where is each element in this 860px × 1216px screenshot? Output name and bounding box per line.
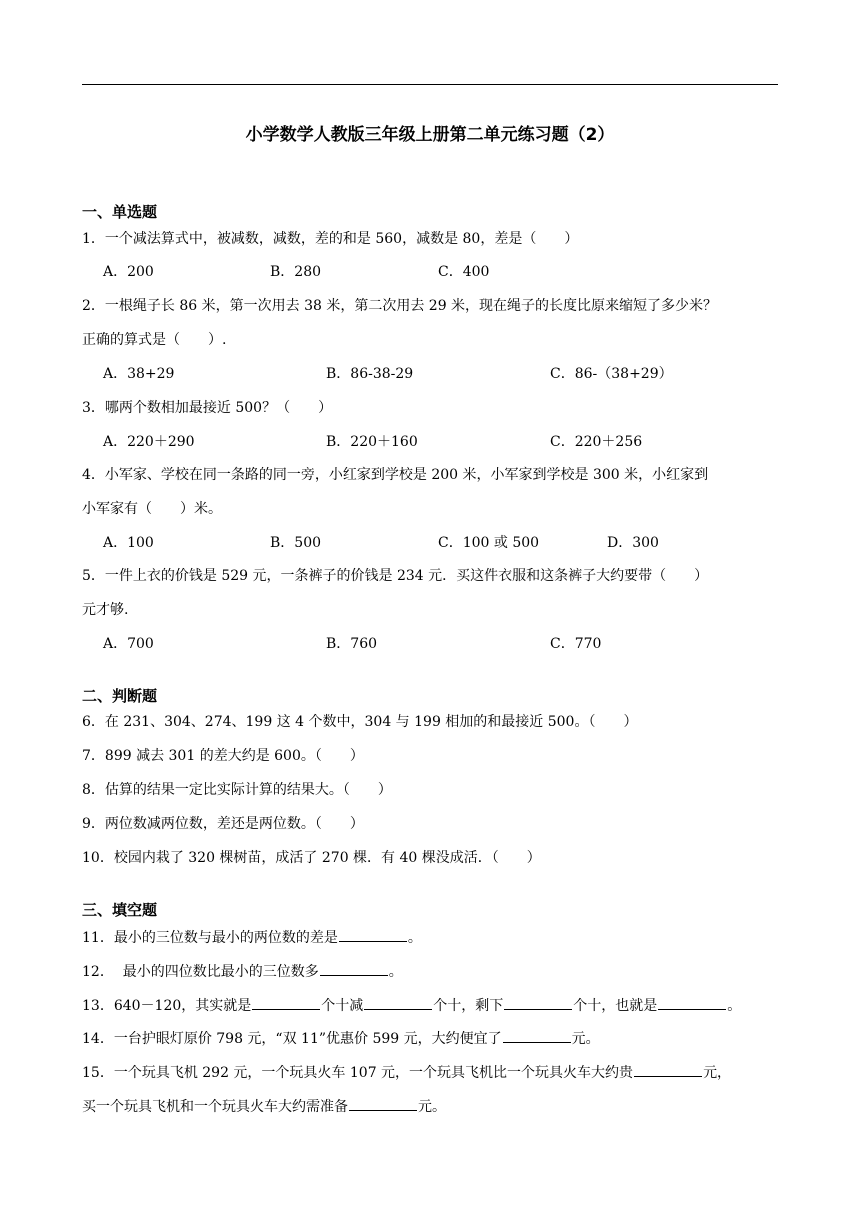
question-6: 6．在 231、304、274、199 这 4 个数中，304 与 199 相加的和最接近 500。（ ） [82, 714, 638, 730]
answer-blank [504, 995, 572, 1010]
question-11 [82, 927, 422, 948]
q15-text-1: 15．一个玩具飞机 292 元，一个玩具火车 107 元，一个玩具飞机比一个玩具火车大约贵 [82, 1065, 634, 1081]
q12-tail: 。 [388, 964, 403, 980]
q1-option-b: B．280 [270, 264, 322, 280]
q5-option-a: A．700 [103, 636, 154, 652]
question-2-line-1: 2．一根绳子长 86 米，第一次用去 38 米，第二次用去 29 米，现在绳子的长度比原来缩短了多少米？ [82, 298, 718, 314]
answer-blank [339, 927, 407, 942]
section-heading-fill-blank: 三、填空题 [82, 901, 158, 919]
q5-option-b: B．760 [326, 636, 378, 652]
question-3: 3．哪两个数相加最接近 500？（ ） [82, 400, 333, 416]
q15-text-2: 买一个玩具飞机和一个玩具火车大约需准备 [82, 1099, 348, 1115]
question-9: 9．两位数减两位数，差还是两位数。（ ） [82, 816, 364, 832]
question-4-line-1: 4．小军家、学校在同一条路的同一旁，小红家到学校是 200 米，小军家到学校是 300 米，小红家到 [82, 467, 709, 483]
question-13 [82, 995, 741, 1016]
q11-text: 11．最小的三位数与最小的两位数的差是 [82, 930, 338, 946]
q13-part-5: 。 [727, 998, 742, 1014]
q13-part-1: 13．640－120，其实就是 [82, 998, 252, 1014]
q2-option-a: A．38+29 [103, 366, 175, 382]
question-7: 7．899 减去 301 的差大约是 600。（ ） [82, 748, 364, 764]
header-rule [82, 84, 778, 85]
q13-part-2: 个十减 [321, 998, 364, 1014]
question-2-line-2: 正确的算式是（ ）. [82, 332, 227, 348]
q13-part-4: 个十，也就是 [573, 998, 658, 1014]
q4-option-c: C．100 或 500 [438, 535, 540, 551]
answer-blank [320, 961, 388, 976]
question-1: 1．一个减法算式中，被减数，减数，差的和是 560，减数是 80，差是（ ） [82, 231, 579, 247]
q3-option-a: A．220＋290 [103, 434, 195, 450]
q4-option-b: B．500 [270, 535, 322, 551]
q12-text: 12． 最小的四位数比最小的三位数多 [82, 964, 319, 980]
q2-option-c: C．86-（38+29） [550, 366, 673, 382]
question-5-line-1: 5．一件上衣的价钱是 529 元，一条裤子的价钱是 234 元．买这件衣服和这条裤子大约要带（ ） [82, 568, 709, 584]
q15-tail-1: 元， [703, 1065, 732, 1081]
answer-blank [252, 995, 320, 1010]
question-15-line-2 [82, 1096, 446, 1117]
question-12 [82, 961, 403, 982]
q14-tail: 元。 [571, 1031, 600, 1047]
q5-option-c: C．770 [550, 636, 602, 652]
question-15-line-1 [82, 1062, 731, 1083]
q3-option-b: B．220＋160 [326, 434, 418, 450]
answer-blank [364, 995, 432, 1010]
q4-option-a: A．100 [103, 535, 154, 551]
answer-blank [503, 1028, 571, 1043]
q11-tail: 。 [407, 930, 422, 946]
question-14 [82, 1028, 600, 1049]
question-5-line-2: 元才够. [82, 602, 129, 618]
q14-text: 14．一台护眼灯原价 798 元，“双 11”优惠价 599 元，大约便宜了 [82, 1031, 502, 1047]
q4-option-d: D．300 [607, 535, 659, 551]
q1-option-a: A．200 [103, 264, 154, 280]
answer-blank [634, 1062, 702, 1077]
answer-blank [658, 995, 726, 1010]
question-4-line-2: 小军家有（ ）米。 [82, 501, 222, 517]
q1-option-c: C．400 [438, 264, 490, 280]
section-heading-single-choice: 一、单选题 [82, 203, 158, 221]
q13-part-3: 个十，剩下 [433, 998, 504, 1014]
q15-tail-2: 元。 [418, 1099, 446, 1115]
page-title: 小学数学人教版三年级上册第二单元练习题（2） [245, 125, 615, 145]
q2-option-b: B．86-38-29 [326, 366, 414, 382]
question-8: 8．估算的结果一定比实际计算的结果大。（ ） [82, 782, 392, 798]
answer-blank [349, 1096, 417, 1111]
section-heading-true-false: 二、判断题 [82, 687, 158, 705]
q3-option-c: C．220＋256 [550, 434, 643, 450]
question-10: 10．校园内栽了 320 棵树苗，成活了 270 棵．有 40 棵没成活．（ ） [82, 850, 541, 866]
